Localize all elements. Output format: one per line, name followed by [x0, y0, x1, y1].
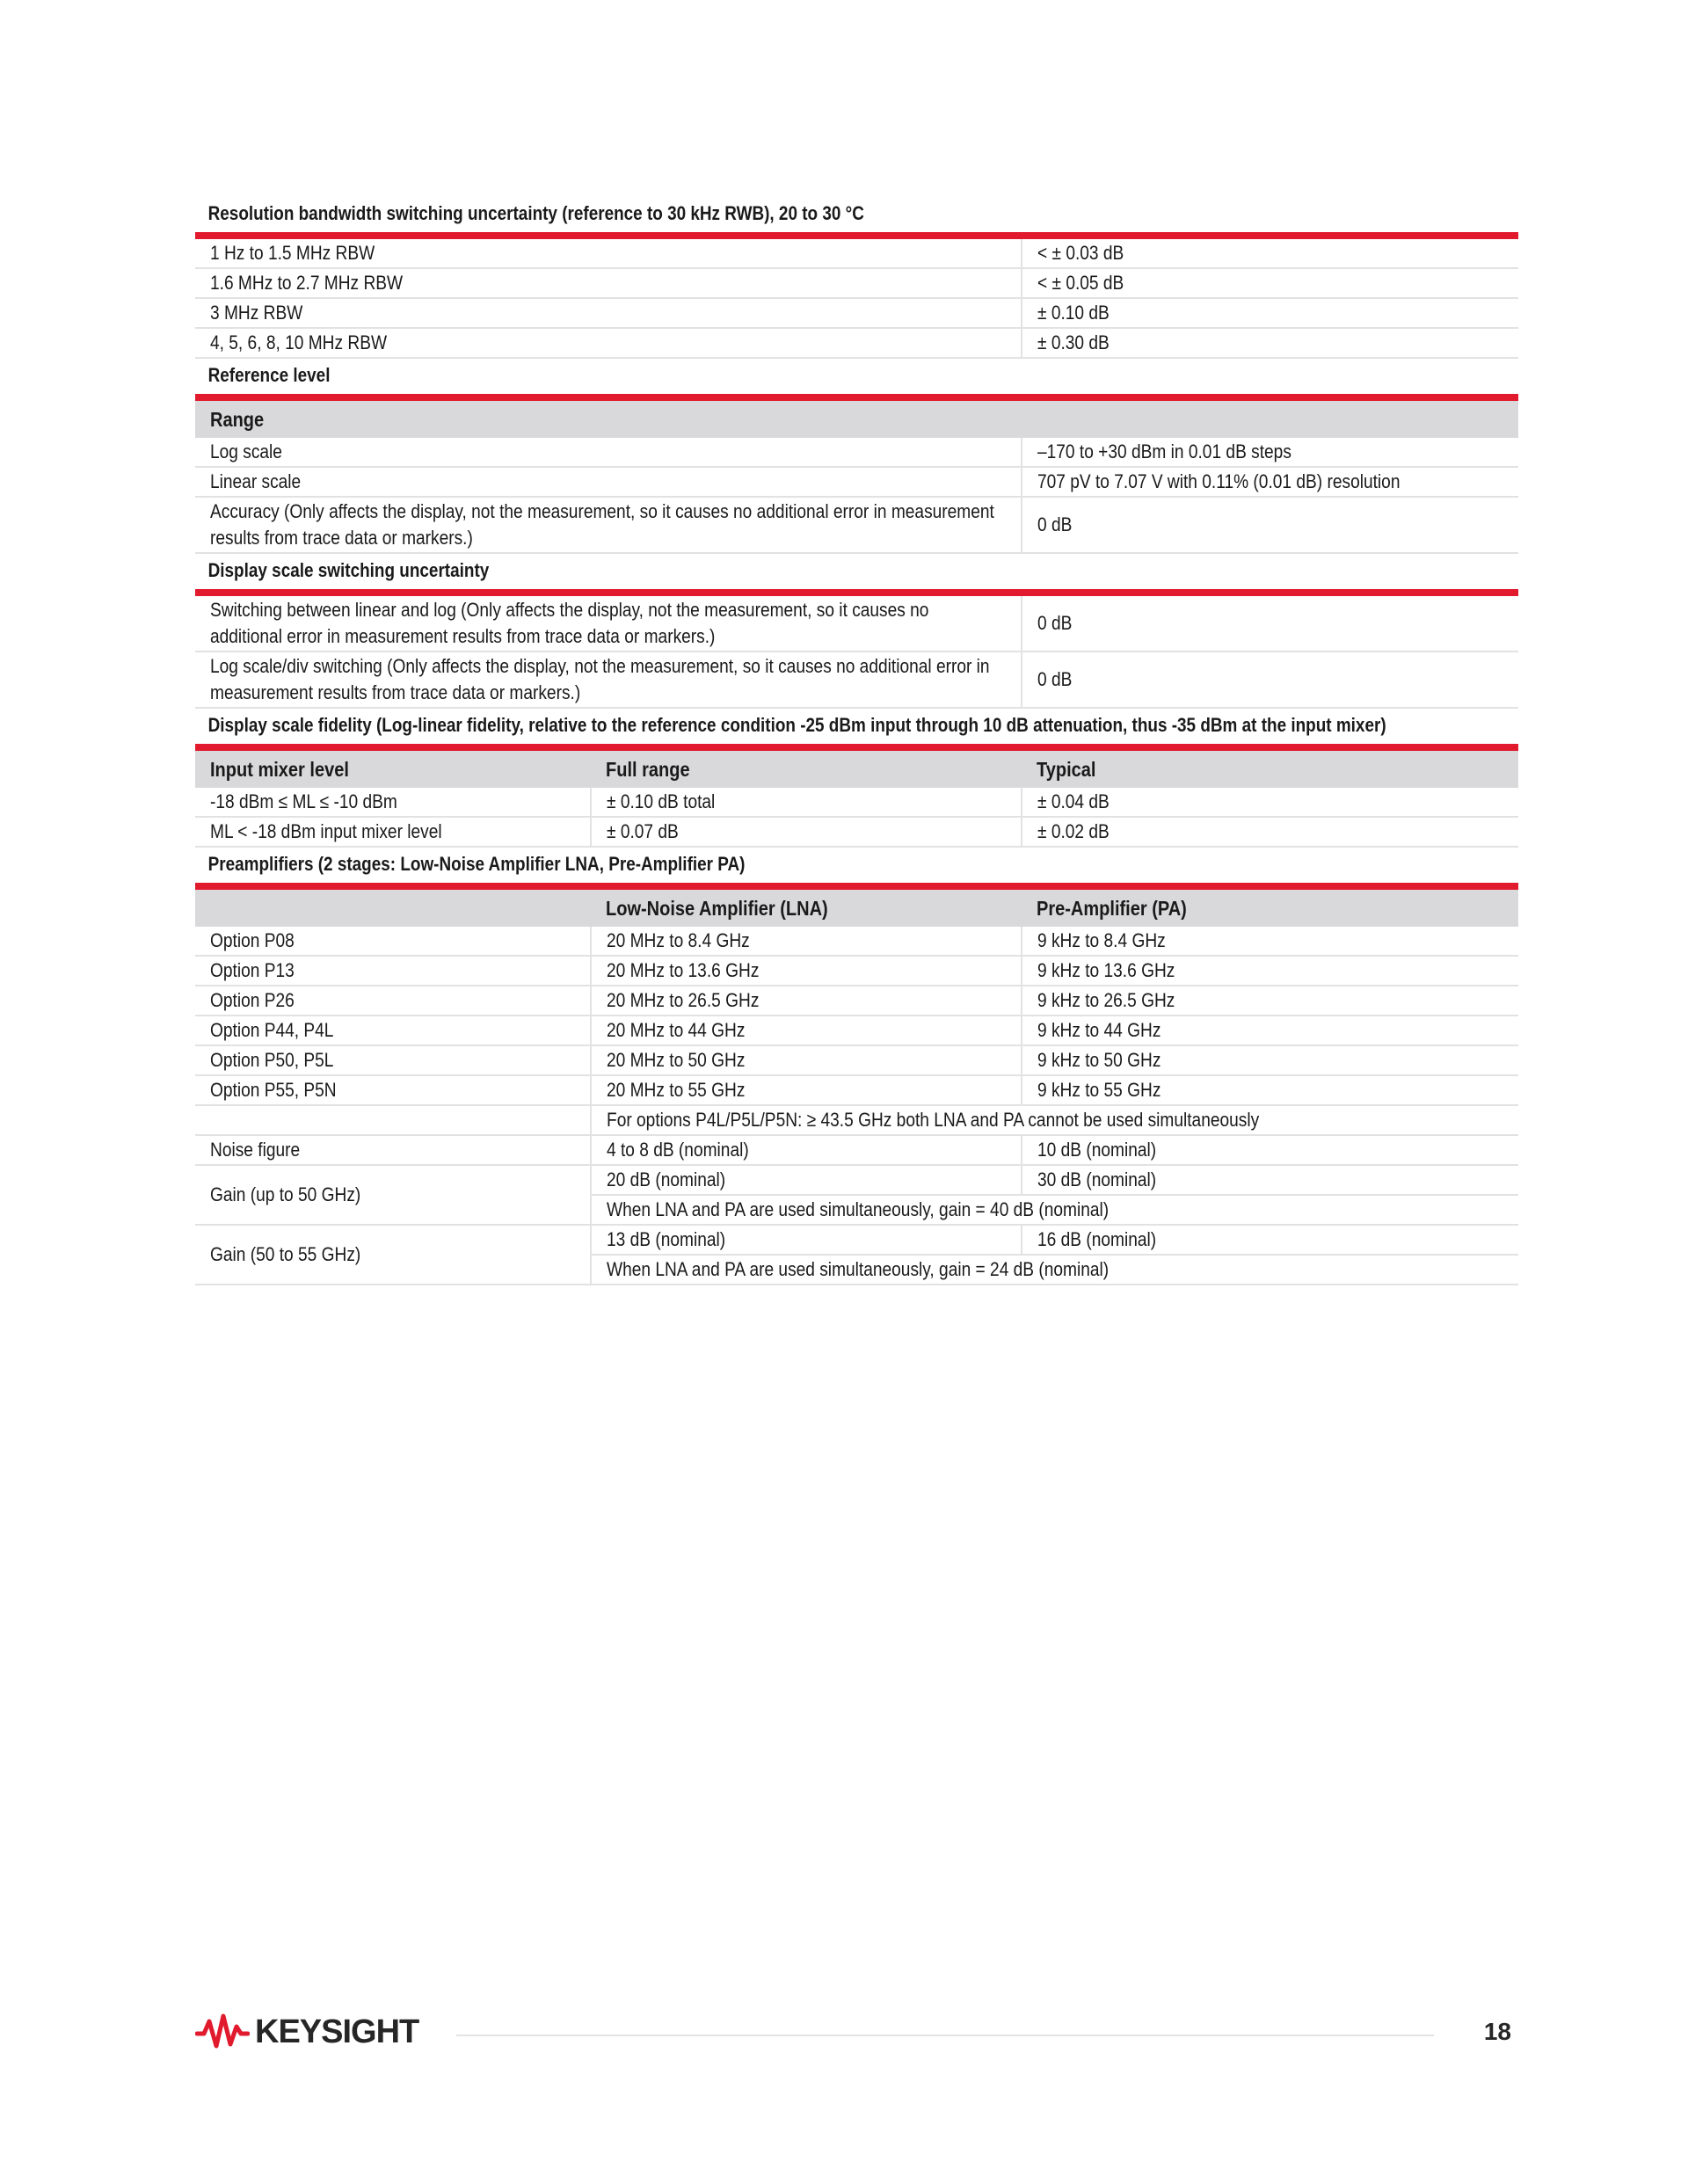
cell: 4 to 8 dB (nominal): [607, 1139, 749, 1161]
cell: 9 kHz to 50 GHz: [1037, 1049, 1161, 1071]
column-header: Low-Noise Amplifier (LNA): [606, 897, 828, 920]
table-row: [195, 1075, 1518, 1105]
row-label: Linear scale: [210, 470, 302, 492]
cell: ± 0.10 dB total: [607, 790, 716, 812]
row-value: < ± 0.03 dB: [1037, 242, 1124, 264]
column-header: Typical: [1037, 758, 1096, 781]
table-row: [195, 596, 1518, 652]
table-row: [195, 239, 1518, 268]
gain-50-label: Gain (up to 50 GHz): [210, 1183, 361, 1205]
cell: ± 0.02 dB: [1037, 820, 1110, 842]
section-divider: [195, 394, 1518, 401]
row-value: 707 pV to 7.07 V with 0.11% (0.01 dB) resolution: [1037, 470, 1401, 492]
rbw-table: [195, 239, 1518, 359]
row-label: 4, 5, 6, 8, 10 MHz RBW: [210, 331, 388, 353]
rbw-section-title: Resolution bandwidth switching uncertainty (reference to 30 kHz RWB), 20 to 30 °C: [207, 202, 864, 224]
cell: 20 dB (nominal): [607, 1168, 726, 1190]
cell: 13 dB (nominal): [607, 1228, 726, 1250]
cell: 9 kHz to 26.5 GHz: [1037, 989, 1175, 1011]
cell: Option P26: [210, 989, 295, 1011]
gain-50-note: When LNA and PA are used simultaneously, gain = 40 dB (nominal): [607, 1198, 1110, 1220]
table-row: [195, 438, 1518, 467]
table-row: [195, 1135, 1518, 1165]
display-switch-section-title: Display scale switching uncertainty: [207, 559, 490, 581]
row-label: 3 MHz RBW: [210, 302, 303, 324]
cell: 20 MHz to 50 GHz: [607, 1049, 746, 1071]
cell: 9 kHz to 44 GHz: [1037, 1019, 1161, 1041]
table-row: [195, 467, 1518, 497]
table-row: [195, 927, 1518, 956]
row-label: 1 Hz to 1.5 MHz RBW: [210, 242, 375, 264]
cell: 9 kHz to 55 GHz: [1037, 1079, 1161, 1101]
table-row: [195, 298, 1518, 328]
gain-55-note: When LNA and PA are used simultaneously, gain = 24 dB (nominal): [607, 1258, 1110, 1280]
options-note: For options P4L/P5L/P5N: ≥ 43.5 GHz both LNA and PA cannot be used simultaneously: [607, 1109, 1260, 1131]
cell: 9 kHz to 13.6 GHz: [1037, 959, 1175, 981]
table-row: [195, 788, 1518, 817]
cell: -18 dBm ≤ ML ≤ -10 dBm: [210, 790, 397, 812]
page-footer: [195, 2011, 1518, 2055]
row-value: < ± 0.05 dB: [1037, 272, 1124, 294]
cell: 20 MHz to 44 GHz: [607, 1019, 746, 1041]
cell: 10 dB (nominal): [1037, 1139, 1157, 1161]
table-row: [195, 1165, 1518, 1195]
cell: 9 kHz to 8.4 GHz: [1037, 929, 1166, 951]
cell: ML < -18 dBm input mixer level: [210, 820, 442, 842]
row-label: Switching between linear and log (Only affects the display, not the measurement, so it causes no additional error in measurement results from trace data or markers.): [210, 599, 929, 647]
column-header: Full range: [606, 758, 690, 781]
column-header: Pre-Amplifier (PA): [1037, 897, 1187, 920]
ref-level-section-title: Reference level: [207, 364, 331, 386]
cell: ± 0.07 dB: [607, 820, 679, 842]
cell: ± 0.04 dB: [1037, 790, 1110, 812]
footer-divider: [456, 2035, 1434, 2036]
section-divider: [195, 589, 1518, 596]
table-row: [195, 268, 1518, 298]
column-header: Input mixer level: [210, 758, 349, 781]
table-header: [195, 401, 1518, 438]
table-header: [195, 751, 1518, 788]
ref-level-table: [195, 401, 1518, 554]
cell: 16 dB (nominal): [1037, 1228, 1157, 1250]
section-divider: [195, 744, 1518, 751]
table-row: [195, 956, 1518, 986]
range-header: Range: [210, 408, 265, 431]
table-row: [195, 1105, 1518, 1135]
cell: 20 MHz to 8.4 GHz: [607, 929, 750, 951]
row-label: Log scale/div switching (Only affects the display, not the measurement, so it causes no additional error in measurement results from trace data or markers.): [210, 655, 990, 703]
keysight-logo: [195, 2013, 418, 2051]
brand-name: KEYSIGHT: [255, 2013, 419, 2050]
row-value: 0 dB: [1037, 668, 1073, 690]
preamp-section-title: Preamplifiers (2 stages: Low-Noise Amplifier LNA, Pre-Amplifier PA): [207, 853, 746, 875]
table-row: [195, 652, 1518, 708]
row-value: ± 0.30 dB: [1037, 331, 1110, 353]
table-row: [195, 986, 1518, 1016]
cell: Option P08: [210, 929, 295, 951]
row-value: ± 0.10 dB: [1037, 302, 1110, 324]
row-label: 1.6 MHz to 2.7 MHz RBW: [210, 272, 404, 294]
fidelity-table: [195, 751, 1518, 848]
cell: Option P44, P4L: [210, 1019, 334, 1041]
preamp-table: [195, 890, 1518, 1285]
cell: 30 dB (nominal): [1037, 1168, 1157, 1190]
section-divider: [195, 232, 1518, 239]
cell: 20 MHz to 55 GHz: [607, 1079, 746, 1101]
cell: Option P55, P5N: [210, 1079, 337, 1101]
cell: Option P13: [210, 959, 295, 981]
section-divider: [195, 883, 1518, 890]
row-label: Accuracy (Only affects the display, not the measurement, so it causes no additional error in measurement results from trace data or markers.): [210, 500, 994, 549]
row-value: 0 dB: [1037, 612, 1073, 634]
row-value: 0 dB: [1037, 513, 1073, 535]
table-header: [195, 890, 1518, 927]
gain-55-label: Gain (50 to 55 GHz): [210, 1243, 361, 1265]
table-row: [195, 497, 1518, 553]
row-value: –170 to +30 dBm in 0.01 dB steps: [1037, 440, 1291, 462]
table-row: [195, 1016, 1518, 1045]
table-row: [195, 817, 1518, 847]
row-label: Log scale: [210, 440, 282, 462]
keysight-wave-icon: [195, 2013, 250, 2051]
table-row: [195, 1225, 1518, 1255]
noise-figure-label: Noise figure: [210, 1139, 301, 1161]
page-number: 18: [1483, 2018, 1511, 2045]
fidelity-section-title: Display scale fidelity (Log-linear fidelity, relative to the reference condition -25 dBm input through 10 dB attenuation, thus -35 dBm at the input mixer): [207, 714, 1386, 736]
table-row: [195, 328, 1518, 358]
cell: 20 MHz to 26.5 GHz: [607, 989, 760, 1011]
table-row: [195, 1045, 1518, 1075]
display-switch-table: [195, 596, 1518, 709]
spec-content: [195, 199, 1518, 1285]
cell: 20 MHz to 13.6 GHz: [607, 959, 760, 981]
cell: Option P50, P5L: [210, 1049, 334, 1071]
